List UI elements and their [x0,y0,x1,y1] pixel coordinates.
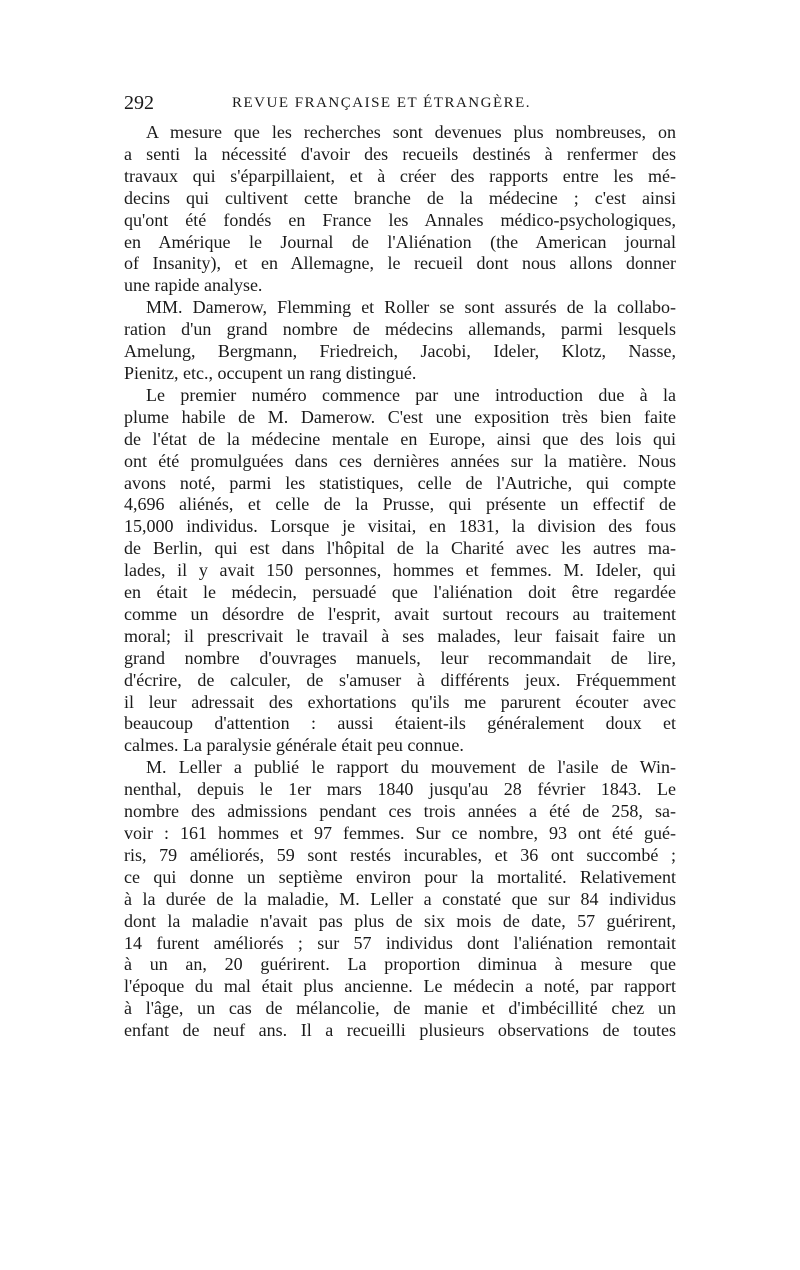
text-line: à un an, 20 guérirent. La proportion diminua à mesure que [124,954,676,975]
text-line: grand nombre d'ouvrages manuels, leur recommandait de lire, [124,647,676,668]
text-line: enfant de neuf ans. Il a recueilli plusieurs observations de toutes [124,1020,676,1041]
text-line: avons noté, parmi les statistiques, celle de l'Autriche, qui compte [124,472,676,493]
text-line: à l'âge, un cas de mélancolie, de manie et d'imbécillité chez un [124,998,676,1019]
body-text [124,122,676,1042]
text-line: ce qui donne un septième environ pour la mortalité. Relativement [124,866,676,887]
text-line: M. Leller a publié le rapport du mouvement de l'asile de Win- [146,757,676,778]
text-line: de l'état de la médecine mentale en Europe, ainsi que des lois qui [124,428,676,449]
text-line: nombre des admissions pendant ces trois années a été de 258, sa- [124,801,676,822]
text-line: une rapide analyse. [124,275,263,296]
text-line: en était le médecin, persuadé que l'aliénation doit être regardée [124,582,676,603]
text-line: Amelung, Bergmann, Friedreich, Jacobi, Ideler, Klotz, Nasse, [124,341,676,362]
text-line: voir : 161 hommes et 97 femmes. Sur ce nombre, 93 ont été gué- [124,823,676,843]
text-line: Le premier numéro commence par une introduction due à la [146,384,676,405]
text-line: ration d'un grand nombre de médecins allemands, parmi lesquels [124,319,676,340]
running-title: REVUE FRANÇAISE ET ÉTRANGÈRE. [232,95,532,111]
text-line: of Insanity), et en Allemagne, le recueil dont nous allons donner [124,253,676,274]
text-line: d'écrire, de calculer, de s'amuser à différents jeux. Fréquemment [124,669,676,690]
text-line: nenthal, depuis le 1er mars 1840 jusqu'au 28 février 1843. Le [124,779,676,800]
text-line: à la durée de la maladie, M. Leller a constaté que sur 84 individus [124,888,676,909]
text-line: Pienitz, etc., occupent un rang distingué. [124,362,417,383]
text-line: ont été promulguées dans ces dernières années sur la matière. Nous [124,450,676,471]
text-line: comme un désordre de l'esprit, avait surtout recours au traitement [124,603,676,624]
text-line: de Berlin, qui est dans l'hôpital de la Charité avec les autres ma- [124,538,676,559]
text-line: dont la maladie n'avait pas plus de six mois de date, 57 guérirent, [124,910,676,931]
text-line: lades, il y avait 150 personnes, hommes et femmes. M. Ideler, qui [124,560,676,581]
text-line: il leur adressait des exhortations qu'ils me parurent écouter avec [124,691,676,712]
text-line: moral; il prescrivait le travail à ses malades, leur faisait faire un [124,625,676,646]
text-line: a senti la nécessité d'avoir des recueils destinés à renfermer des [124,143,676,164]
page-header [124,92,674,118]
text-line: 15,000 individus. Lorsque je visitai, en 1831, la division des fous [124,516,676,537]
text-line: decins qui cultivent cette branche de la médecine ; c'est ainsi [124,187,676,208]
page-number: 292 [124,92,154,114]
text-line: qu'ont été fondés en France les Annales médico-psychologiques, [124,209,676,230]
text-line: plume habile de M. Damerow. C'est une exposition très bien faite [124,406,676,427]
text-line: 14 furent améliorés ; sur 57 individus dont l'aliénation remontait [124,932,676,953]
text-line: beaucoup d'attention : aussi étaient-ils généralement doux et [124,713,676,734]
text-line: l'époque du mal était plus ancienne. Le médecin a noté, par rapport [124,976,676,997]
text-line: MM. Damerow, Flemming et Roller se sont assurés de la collabo- [146,297,676,318]
text-line: calmes. La paralysie générale était peu connue. [124,735,464,756]
text-line: 4,696 aliénés, et celle de la Prusse, qui présente un effectif de [124,494,676,515]
text-line: travaux qui s'éparpillaient, et à créer des rapports entre les mé- [124,165,676,186]
text-line: en Amérique le Journal de l'Aliénation (the American journal [124,231,676,252]
text-line: ris, 79 améliorés, 59 sont restés incurables, et 36 ont succombé ; [124,844,676,865]
text-line: A mesure que les recherches sont devenues plus nombreuses, on [146,122,676,142]
